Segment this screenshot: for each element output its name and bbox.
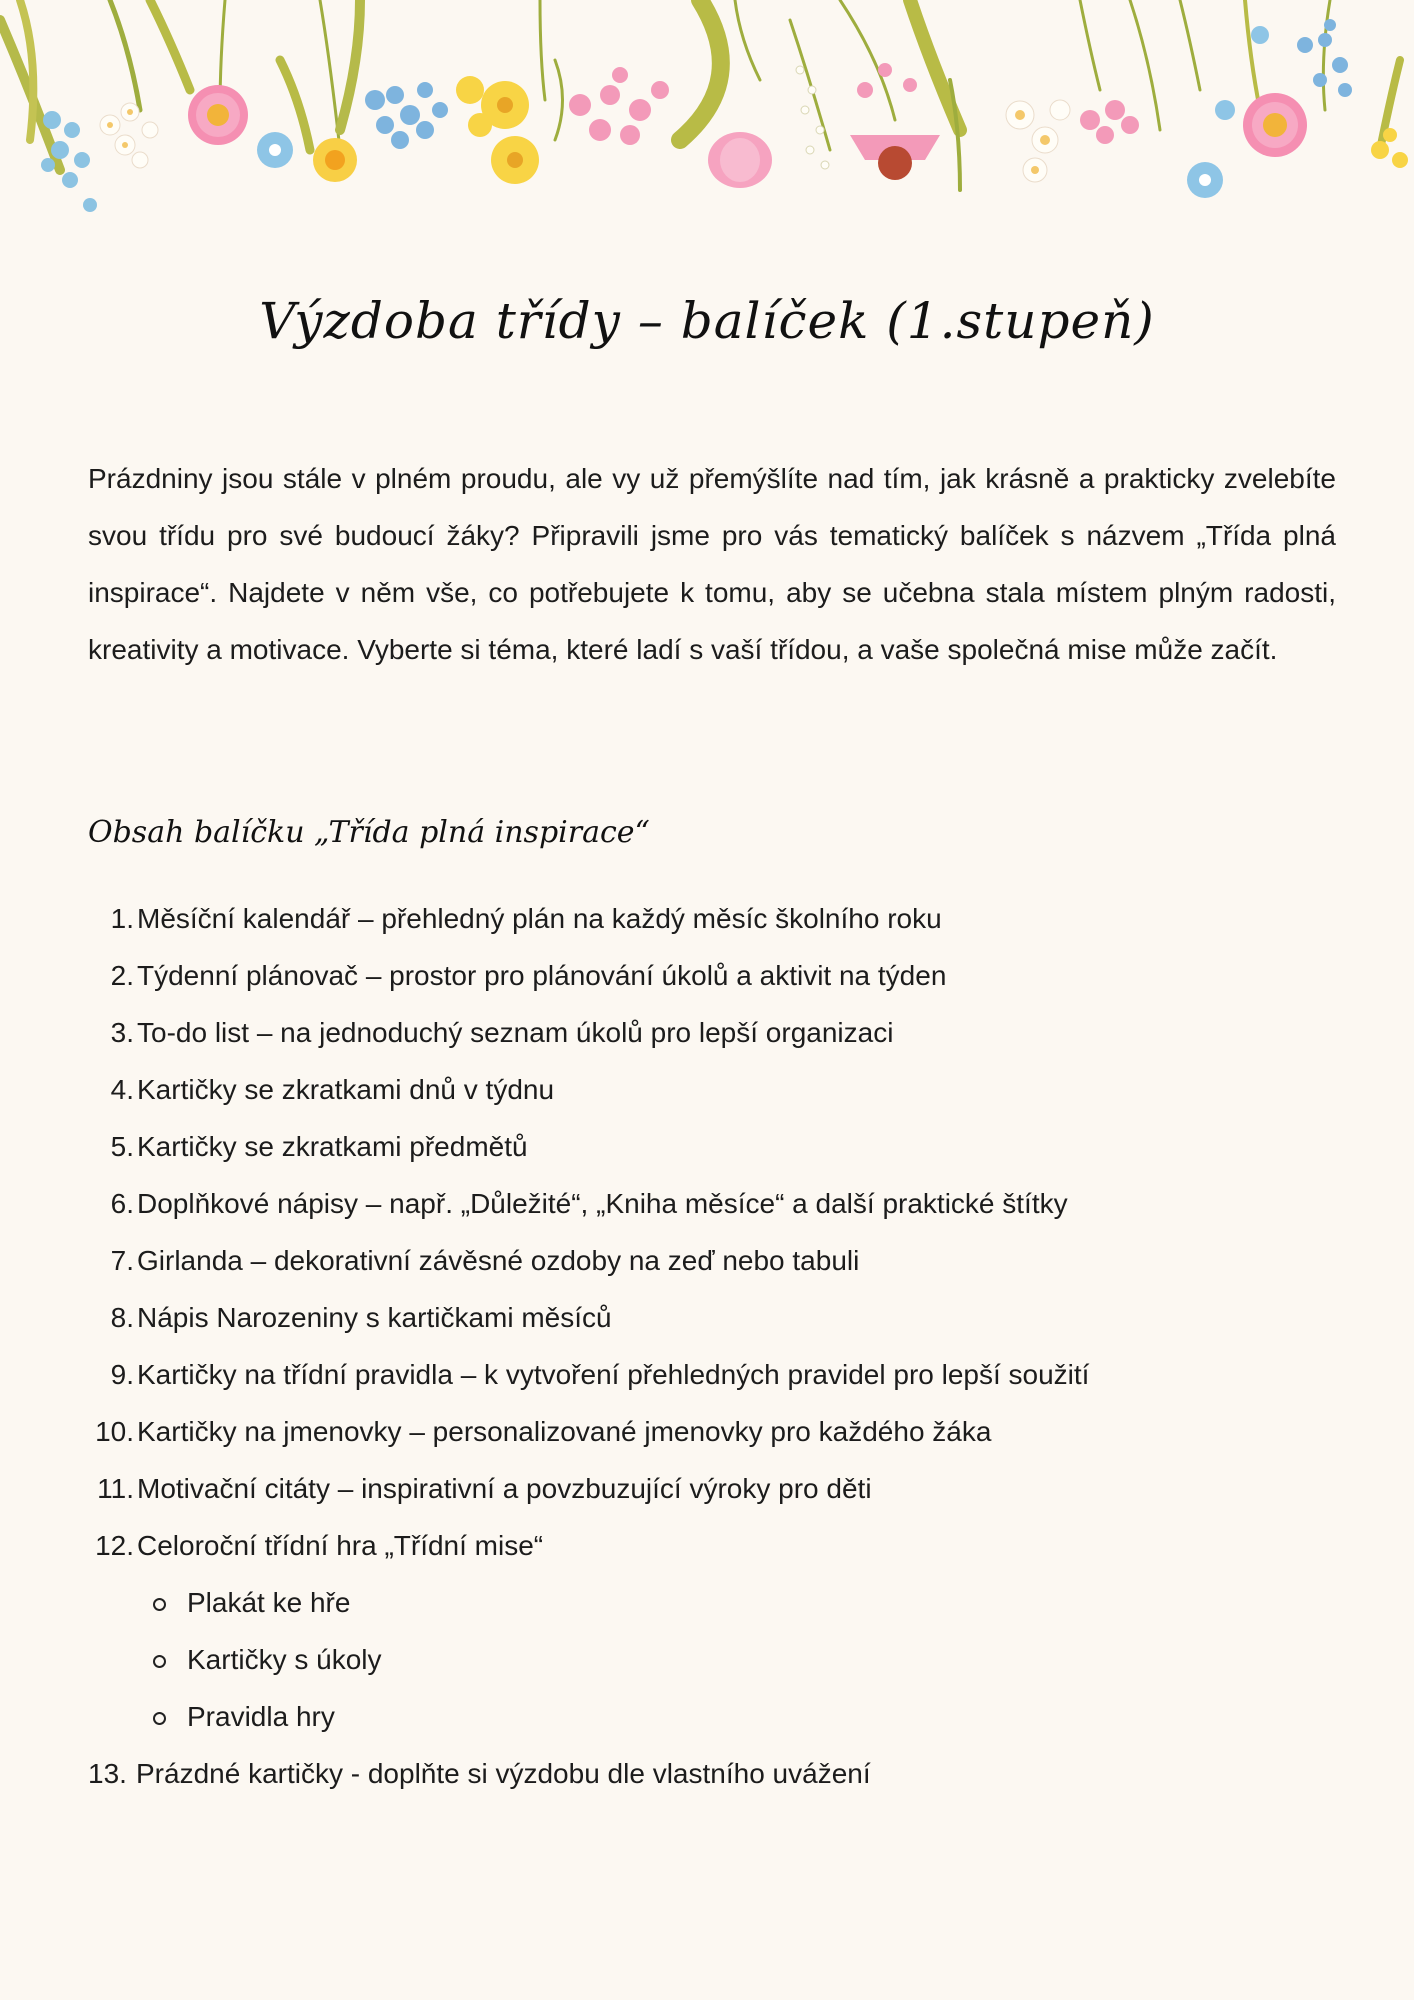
list-item-text: Motivační citáty – inspirativní a povzbuzující výroky pro děti — [137, 1473, 872, 1504]
list-item — [0, 1118, 1414, 1175]
list-item-text: Nápis Narozeniny s kartičkami měsíců — [137, 1302, 612, 1333]
sub-list-item-text: Plakát ke hře — [187, 1587, 351, 1618]
list-item-text: To-do list – na jednoduchý seznam úkolů pro lepší organizaci — [137, 1017, 894, 1048]
list-item-text: Doplňkové nápisy – např. „Důležité“, „Kniha měsíce“ a další praktické štítky — [137, 1188, 1068, 1219]
list-item-number: 8. — [110, 1302, 134, 1333]
list-item — [0, 1460, 1414, 1517]
section-subheading: Obsah balíčku „Třída plná inspirace“ — [88, 815, 650, 850]
list-item-number: 2. — [110, 960, 134, 991]
sub-list-item — [0, 1574, 1414, 1631]
list-item-text: Girlanda – dekorativní závěsné ozdoby na zeď nebo tabuli — [137, 1245, 860, 1276]
list-item — [0, 947, 1414, 1004]
list-item-text: Kartičky na třídní pravidla – k vytvoření přehledných pravidel pro lepší soužití — [137, 1359, 1090, 1390]
list-item — [0, 1403, 1414, 1460]
list-item — [0, 1346, 1414, 1403]
list-item-text: Celoroční třídní hra „Třídní mise“ — [137, 1530, 544, 1561]
list-item-text: Kartičky se zkratkami předmětů — [137, 1131, 528, 1162]
list-item — [0, 890, 1414, 947]
list-item — [0, 1745, 1414, 1802]
sub-list-item — [0, 1688, 1414, 1745]
list-item — [0, 1061, 1414, 1118]
list-item-text: Měsíční kalendář – přehledný plán na každý měsíc školního roku — [137, 903, 942, 934]
list-item-number: 13. — [88, 1758, 127, 1789]
wildflower-border-illustration — [0, 0, 1414, 240]
circle-bullet-icon — [153, 1655, 166, 1668]
page-title: Výzdoba třídy – balíček (1.stupeň) — [259, 292, 1155, 350]
sub-list-item-text: Pravidla hry — [187, 1701, 335, 1732]
list-item-text: Týdenní plánovač – prostor pro plánování úkolů a aktivit na týden — [137, 960, 947, 991]
list-item-text: Prázdné kartičky - doplňte si výzdobu dle vlastního uvážení — [136, 1758, 871, 1789]
list-item-number: 6. — [110, 1188, 134, 1219]
circle-bullet-icon — [153, 1598, 166, 1611]
list-item-number: 10. — [95, 1416, 134, 1447]
sub-list-item — [0, 1631, 1414, 1688]
list-item-number: 3. — [110, 1017, 134, 1048]
list-item — [0, 1289, 1414, 1346]
list-item-number: 11. — [97, 1473, 134, 1504]
list-item-number: 9. — [110, 1359, 134, 1390]
list-item — [0, 1175, 1414, 1232]
list-item-text: Kartičky se zkratkami dnů v týdnu — [137, 1074, 555, 1105]
list-item-number: 1. — [110, 903, 134, 934]
list-item-text: Kartičky na jmenovky – personalizované jmenovky pro každého žáka — [137, 1416, 992, 1447]
list-item — [0, 1517, 1414, 1574]
list-item-number: 7. — [110, 1245, 134, 1276]
list-item — [0, 1004, 1414, 1061]
circle-bullet-icon — [153, 1712, 166, 1725]
list-item-number: 4. — [110, 1074, 134, 1105]
contents-list — [0, 890, 1414, 1802]
sub-list-item-text: Kartičky s úkoly — [187, 1644, 382, 1675]
list-item — [0, 1232, 1414, 1289]
list-item-number: 5. — [110, 1131, 134, 1162]
list-item-number: 12. — [95, 1530, 134, 1561]
intro-paragraph: Prázdniny jsou stále v plném proudu, ale vy už přemýšlíte nad tím, jak krásně a prakticky zvelebíte svou třídu pro své budoucí žáky? Připravili jsme pro vás tematický balíček s názvem „Třída plná inspirace“. Najdete v něm vše, co potřebujete k tomu, aby se učebna stala místem plným radosti, kreativity a motivace. Vyberte si téma, které ladí s vaší třídou, a vaše společná mise může začít. — [88, 463, 1336, 665]
